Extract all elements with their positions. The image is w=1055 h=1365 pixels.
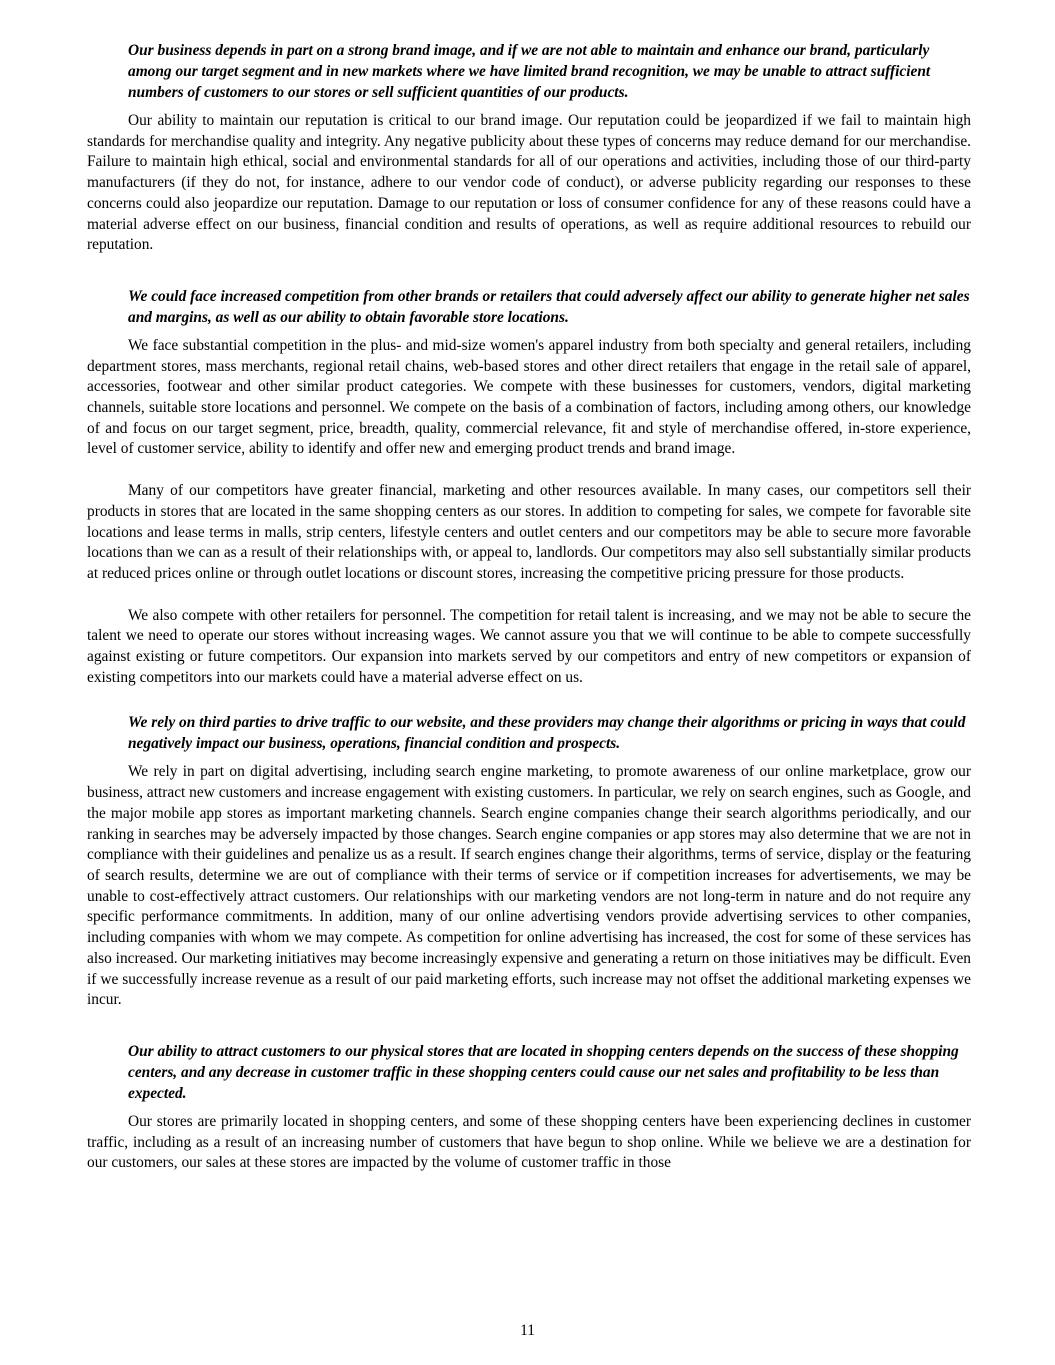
- section-heading-third-party-traffic: We rely on third parties to drive traffic to our website, and these providers may change their algorithms or pricing in ways that could negatively impact our business, operations, financial condition and prospects.: [128, 714, 966, 753]
- section-heading-competition: We could face increased competition from other brands or retailers that could adversely affect our ability to generate higher net sales and margins, as well as our ability to obtain favorable store locations.: [128, 287, 970, 326]
- paragraph-competition-overview: We face substantial competition in the plus- and mid-size women's apparel industry from both specialty and general retailers, including department stores, mass merchants, regional retail chains, web-based stores and other direct retailers that engage in the retail sale of apparel, accessories, footwear and other similar product categories. We compete with these businesses for customers, vendors, digital marketing channels, suitable store locations and personnel. We compete on the basis of a combination of factors, including among others, our knowledge of and focus on our target segment, price, breadth, quality, commercial relevance, fit and style of merchandise offered, in-store experience, level of customer service, ability to identify and offer new and emerging product trends and brand image.: [87, 336, 971, 458]
- section-heading-shopping-centers: Our ability to attract customers to our physical stores that are located in shopping centers depends on the success of these shopping centers, and any decrease in customer traffic in these shopping centers could cause our net sales and profitability to be less than expected.: [128, 1042, 959, 1102]
- paragraph-competitor-resources: Many of our competitors have greater financial, marketing and other resources available. In many cases, our competitors sell their products in stores that are located in the same shopping centers as our stores. In addition to competing for sales, we compete for favorable site locations and lease terms in malls, strip centers, lifestyle centers and outlet centers and our competitors may be able to secure more favorable locations than we can as a result of their relationships with, or appeal to, landlords. Our competitors may also sell substantially similar products at reduced prices online or through outlet locations or discount stores, increasing the competitive pricing pressure for those products.: [87, 482, 971, 582]
- page-number: 11: [520, 1322, 535, 1339]
- paragraph-brand-reputation: Our ability to maintain our reputation is critical to our brand image. Our reputation could be jeopardized if we fail to maintain high standards for merchandise quality and integrity. Any negative publicity about these types of concerns may reduce demand for our merchandise. Failure to maintain high ethical, social and environmental standards for all of our operations and activities, including those of our third-party manufacturers (if they do not, for instance, adhere to our vendor code of conduct), or adverse publicity regarding our responses to these concerns could also jeopardize our reputation. Damage to our reputation or loss of consumer confidence for any of these reasons could have a material adverse effect on our business, financial condition and results of operations, as well as require additional resources to rebuild our reputation.: [87, 112, 971, 254]
- document-page: [87, 40, 971, 1174]
- paragraph-personnel-competition: We also compete with other retailers for personnel. The competition for retail talent is increasing, and we may not be able to secure the talent we need to operate our stores without increasing wages. We cannot assure you that we will continue to be able to compete successfully against existing or future competitors. Our expansion into markets served by our competitors and entry of new competitors or expansion of existing competitors into our markets could have a material adverse effect on us.: [87, 606, 971, 686]
- section-heading-brand-image: Our business depends in part on a strong brand image, and if we are not able to maintain and enhance our brand, particularly among our target segment and in new markets where we have limited brand recognition, we may be unable to attract sufficient numbers of customers to our stores or sell sufficient quantities of our products.: [128, 42, 931, 101]
- paragraph-shopping-center-traffic: Our stores are primarily located in shopping centers, and some of these shopping centers have been experiencing declines in customer traffic, including as a result of an increasing number of customers that have begun to shop online. While we believe we are a destination for our customers, our sales at these stores are impacted by the volume of customer traffic in those: [87, 1112, 971, 1172]
- paragraph-digital-advertising: We rely in part on digital advertising, including search engine marketing, to promote awareness of our online marketplace, grow our business, attract new customers and increase engagement with existing customers. In particular, we rely on search engines, such as Google, and the major mobile app stores as important marketing channels. Search engine companies change their search algorithms periodically, and our ranking in searches may be adversely impacted by those changes. Search engine companies or app stores may also determine that we are not in compliance with their guidelines and penalize us as a result. If search engines change their algorithms, terms of service, display or the featuring of search results, determine we are out of compliance with their terms of service or if competition increases for advertisements, we may be unable to cost-effectively attract customers. Our relationships with our marketing vendors are not long-term in nature and do not require any specific performance commitments. In addition, many of our online advertising vendors provide advertising services to other companies, including companies with whom we may compete. As competition for online advertising has increased, the cost for some of these services has also increased. Our marketing initiatives may become increasingly expensive and generating a return on those initiatives may be difficult. Even if we successfully increase revenue as a result of our paid marketing efforts, such increase may not offset the additional marketing expenses we incur.: [87, 763, 971, 1009]
